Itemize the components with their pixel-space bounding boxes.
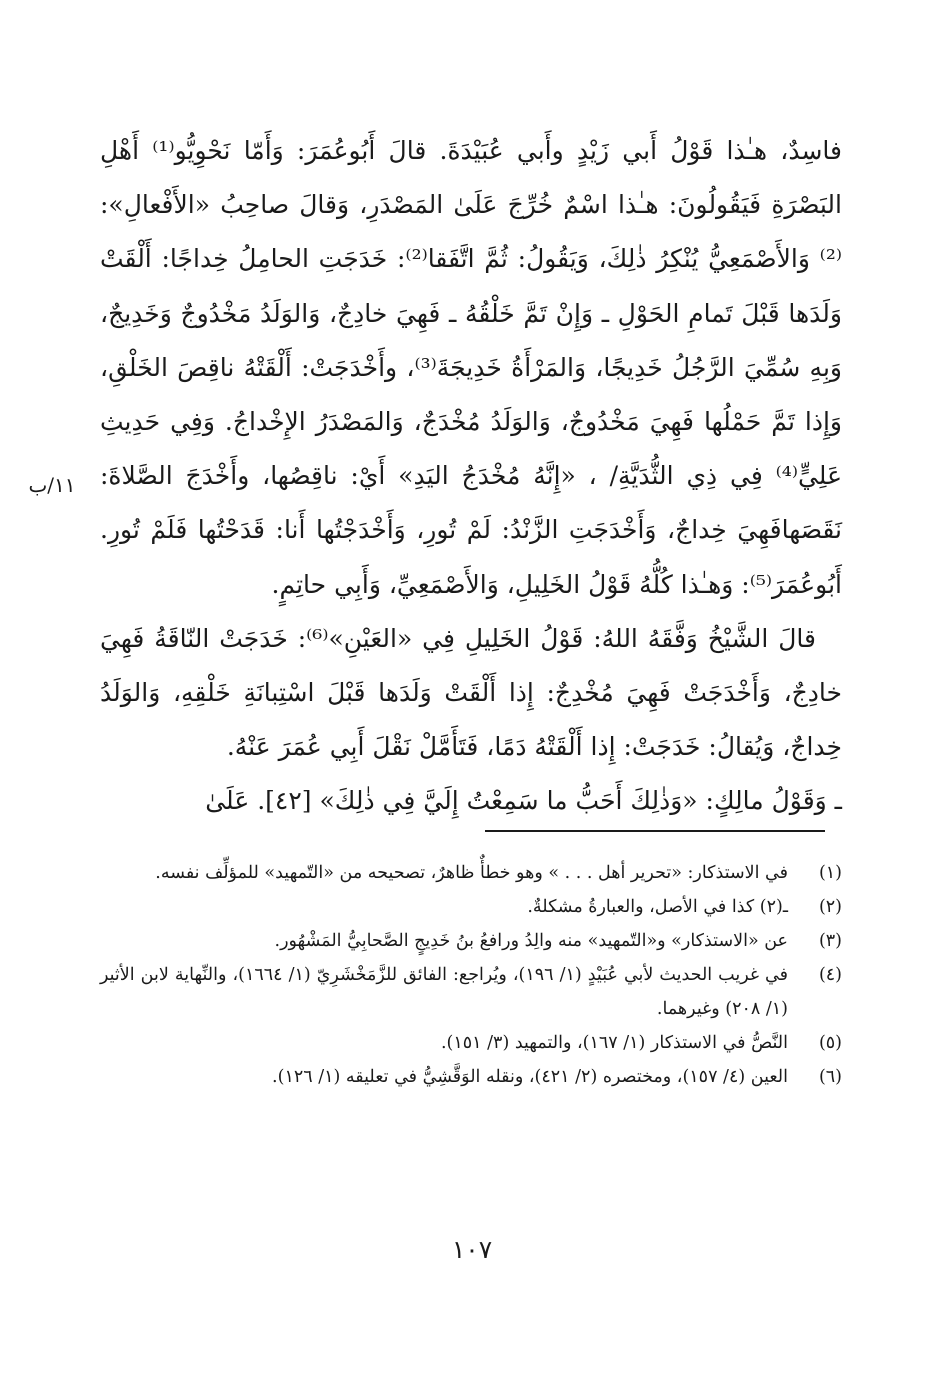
footnote-text: النَّصُّ في الاستذكار (١/ ١٦٧)، والتمهيد (٣/ ١٥١). [440, 1033, 788, 1053]
paragraph-1: فاسِدٌ، هـٰذا قَوْلُ أَبي زَيْدٍ وأَبي عُبَيْدَةَ. قالَ أَبُوعُمَرَ: وَأَمّا نَحْوِيُّو⁽¹⁾ أَهْلِ البَصْرَةِ فَيَقُولُونَ: هـٰذا اسْمٌ خُرِّجَ عَلَىٰ المَصْدَرِ، وَقالَ صاحِبُ «الأَفْعالِ»:⁽²⁾ وَالأَصْمَعِيُّ يُنْكِرُ ذٰلِكَ، وَيَقُولُ: ثُمَّ اتَّفَقا⁽²⁾: خَدَجَتِ الحامِلُ خِداجًا: أَلْقَتْ وَلَدَها قَبْلَ تَمامِ الحَوْلِ ـ وَإِنْ تَمَّ خَلْقُهُ ـ فَهِيَ خادِجٌ، وَالوَلَدُ مَخْدُوجٌ وَخَدِيجٌ، وَبِهِ سُمِّيَ الرَّجُلُ خَدِيجًا، وَالمَرْأَةُ خَدِيجَةَ⁽³⁾، وأَخْدَجَتْ: أَلْقَتْهُ ناقِصَ الخَلْقِ، وَإِذا تَمَّ حَمْلُها فَهِيَ مَخْدُوجٌ، وَالوَلَدُ مُخْدَجٌ، وَالمَصْدَرُ الإِخْداجُ. وَفِي حَدِيثِ عَلِيٍّ⁽⁴⁾ فِي ذِي الثُّدَيَّةِ/ ، «إِنَّهُ مُخْدَجُ اليَدِ» أَيْ: ناقِصُها، وأَخْدَجَ الصَّلاةَ: نَقَصَهافَهِيَ خِداجٌ، وَأَخْدَجَتِ الزَّنْدُ: لَمْ تُورِ، وَأَخْدَجْتُها أَنا: قَدَحْتُها فَلَمْ تُورِ. أَبُوعُمَرَ⁽⁵⁾: وَهـٰذا كُلُّهُ قَوْلُ الخَلِيلِ، وَالأَصْمَعِيِّ، وَأَبِي حاتِمٍ. [100, 136, 842, 599]
main-text [100, 124, 842, 829]
footnotes-list [100, 856, 842, 1094]
paragraph-3: ـ وَقَوْلُ مالِكٍ: «وَذٰلِكَ أَحَبُّ ما سَمِعْتُ إِلَيَّ فِي ذٰلِكَ» [٤٢]. عَلَىٰ [205, 786, 842, 816]
footnote-number: (١) [818, 863, 842, 883]
manuscript-folio-note: ١١/ب [28, 473, 76, 497]
footnote-2 [100, 890, 842, 924]
footnote-number: (٦) [818, 1067, 842, 1087]
footnote-3 [100, 924, 842, 958]
footnote-number: (٥) [818, 1033, 842, 1053]
footnote-text: عن «الاستذكار» و«التّمهيد» منه والِدُ ورافعُ بنُ خَدِيجٍ الصَّحابِيُّ المَشْهُور. [274, 931, 788, 951]
footnote-text: في غريب الحديث لأبي عُبَيْدٍ (١/ ١٩٦)، ويُراجع: الفائق للزَّمَخْشَرِيّ (١/ ١٦٦٤)، والنِّهاية لابن الأثير (١/ ٢٠٨) وغيرهما. [100, 965, 788, 1019]
footnote-number: (٣) [818, 931, 842, 951]
footnote-number: (٢) [818, 897, 842, 917]
footnote-text: ـ(٢) كذا في الأصل، والعبارةُ مشكلةٌ. [527, 897, 788, 917]
footnote-text: في الاستذكار: «تحرير أهل . . . » وهو خطأٌ ظاهرٌ، تصحيحه من «التّمهيد» للمؤلِّف نفسه. [155, 863, 788, 883]
footnote-divider [485, 830, 825, 832]
footnote-6 [100, 1060, 842, 1094]
footnote-1 [100, 856, 842, 890]
footnote-4 [100, 958, 842, 1026]
page-number: ١٠٧ [451, 1235, 493, 1264]
footnote-5 [100, 1026, 842, 1060]
footnote-text: العين (٤/ ١٥٧)، ومختصره (٢/ ٤٢١)، ونقله الوَقَّشِيُّ في تعليقه (١/ ١٢٦). [272, 1067, 788, 1087]
paragraph-2: قالَ الشَّيْخُ وَفَّقَهُ اللهُ: قَوْلُ الخَلِيلِ فِي «العَيْنِ»⁽⁶⁾: خَدَجَتْ النّاقَةُ فَهِيَ خادِجٌ، وَأَخْدَجَتْ فَهِيَ مُخْدِجٌ: إِذا أَلْقَتْ وَلَدَها قَبْلَ اسْتِبانَةِ خَلْقِهِ، وَالوَلَدُ خِداجٌ، وَيُقالُ: خَدَجَتْ: إِذا أَلْقَتْهُ دَمًا، فَتَأَمَّلْ نَقْلَ أَبِي عُمَرَ عَنْهُ. [100, 623, 843, 762]
footnote-number: (٤) [818, 965, 842, 985]
